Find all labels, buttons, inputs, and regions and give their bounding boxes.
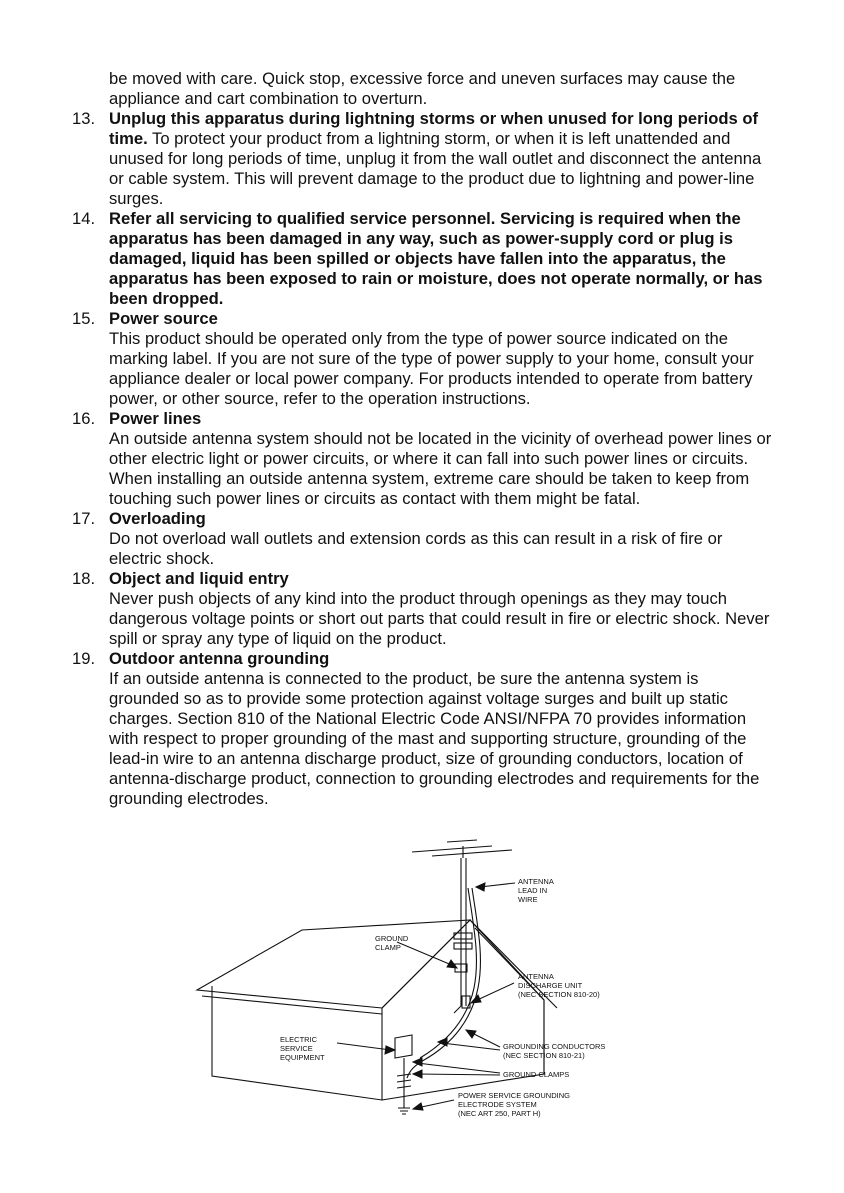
label-electric-service-3: EQUIPMENT xyxy=(280,1053,325,1062)
item-title: Power source xyxy=(109,309,218,328)
item-number: 19. xyxy=(72,649,96,668)
label-antenna-lead-in-3: WIRE xyxy=(518,895,538,904)
item-number: 17. xyxy=(72,509,96,528)
item-number: 13. xyxy=(72,109,96,128)
item-14 xyxy=(72,209,772,309)
item-number: 16. xyxy=(72,409,96,428)
label-electric-service-2: SERVICE xyxy=(280,1044,313,1053)
antenna-element xyxy=(412,846,492,852)
item-body: An outside antenna system should not be located in the vicinity of overhead power lines or other electric light or power circuits, or where it can fall into such power lines or circuits. When installing an outside antenna system, extreme care should be taken to keep from touching such power lines or circuits as contact with them might be fatal. xyxy=(109,429,772,508)
roof-left xyxy=(197,920,470,1008)
item-title: Outdoor antenna grounding xyxy=(109,649,330,668)
label-ground-clamps: GROUND CLAMPS xyxy=(503,1070,570,1079)
label-ground-clamp: GROUND xyxy=(375,934,409,943)
label-antenna-lead-in-2: LEAD IN xyxy=(518,886,548,895)
item-19 xyxy=(72,649,772,809)
item-number: 14. xyxy=(72,209,96,228)
item-title: Overloading xyxy=(109,509,206,528)
label-grounding-conductors-2: (NEC SECTION 810-21) xyxy=(503,1051,585,1060)
service-box xyxy=(395,1035,412,1058)
label-antenna-lead-in: ANTENNA xyxy=(518,877,554,886)
item-title: Power lines xyxy=(109,409,202,428)
intro-paragraph: be moved with care. Quick stop, excessive force and uneven surfaces may cause the appliance and cart combination to overturn. xyxy=(109,69,736,108)
item-17 xyxy=(72,509,772,569)
item-title: Object and liquid entry xyxy=(109,569,289,588)
label-grounding-conductors: GROUNDING CONDUCTORS xyxy=(503,1042,606,1051)
antenna-grounding-diagram xyxy=(192,838,652,1128)
item-18 xyxy=(72,569,772,649)
item-13 xyxy=(72,109,772,209)
label-power-service-3: (NEC ART 250, PART H) xyxy=(458,1109,541,1118)
item-body: If an outside antenna is connected to the product, be sure the antenna system is grounded so as to provide some protection against voltage surges and built up static charges. Section 810 of the National Electric Code ANSI/NFPA 70 provides information with respect to proper grounding of the mast and supporting structure, grounding of the lead-in wire to an antenna discharge product, size of grounding conductors, location of antenna-discharge product, connection to grounding electrodes and requirements for the grounding electrodes. xyxy=(109,669,760,808)
callout-arrows xyxy=(337,883,515,1110)
lead-in-wire xyxy=(407,888,480,1078)
label-antenna-discharge: ANTENNA xyxy=(518,972,554,981)
item-title: Unplug this apparatus during lightning storms or when unused for long periods of time. xyxy=(109,109,758,148)
item-body: Never push objects of any kind into the product through openings as they may touch dangerous voltage points or short out parts that could result in fire or electric shock. Never spill or spray any type of liquid on the product. xyxy=(109,589,770,648)
label-antenna-discharge-2: DISCHARGE UNIT xyxy=(518,981,583,990)
label-antenna-discharge-3: (NEC SECTION 810-20) xyxy=(518,990,600,999)
diagram-labels xyxy=(280,877,605,1118)
label-power-service-2: ELECTRODE SYSTEM xyxy=(458,1100,537,1109)
item-body: Do not overload wall outlets and extension cords as this can result in a risk of fire or electric shock. xyxy=(109,529,723,568)
item-15 xyxy=(72,309,772,409)
item-title: Refer all servicing to qualified service personnel. Servicing is required when the apparatus has been damaged in any way, such as power-supply cord or plug is damaged, liquid has been spilled or objects have fallen into the apparatus, the apparatus has been exposed to rain or moisture, does not operate normally, or has been dropped. xyxy=(109,209,763,308)
item-number: 18. xyxy=(72,569,96,588)
item-body: This product should be operated only from the type of power source indicated on the marking label. If you are not sure of the type of power supply to your home, consult your appliance dealer or local power company. For products intended to operate from battery power, or other source, refer to the operation instructions. xyxy=(109,329,754,408)
item-16 xyxy=(72,409,772,509)
label-power-service: POWER SERVICE GROUNDING xyxy=(458,1091,570,1100)
item-number: 15. xyxy=(72,309,96,328)
label-electric-service: ELECTRIC xyxy=(280,1035,318,1044)
label-ground-clamp-2: CLAMP xyxy=(375,943,401,952)
item-body: To protect your product from a lightning storm, or when it is left unattended and unused for long periods of time, unplug it from the wall outlet and disconnect the antenna or cable system. This will prevent damage to the product due to lightning and power-line surges. xyxy=(109,129,762,208)
safety-instructions xyxy=(72,69,772,809)
